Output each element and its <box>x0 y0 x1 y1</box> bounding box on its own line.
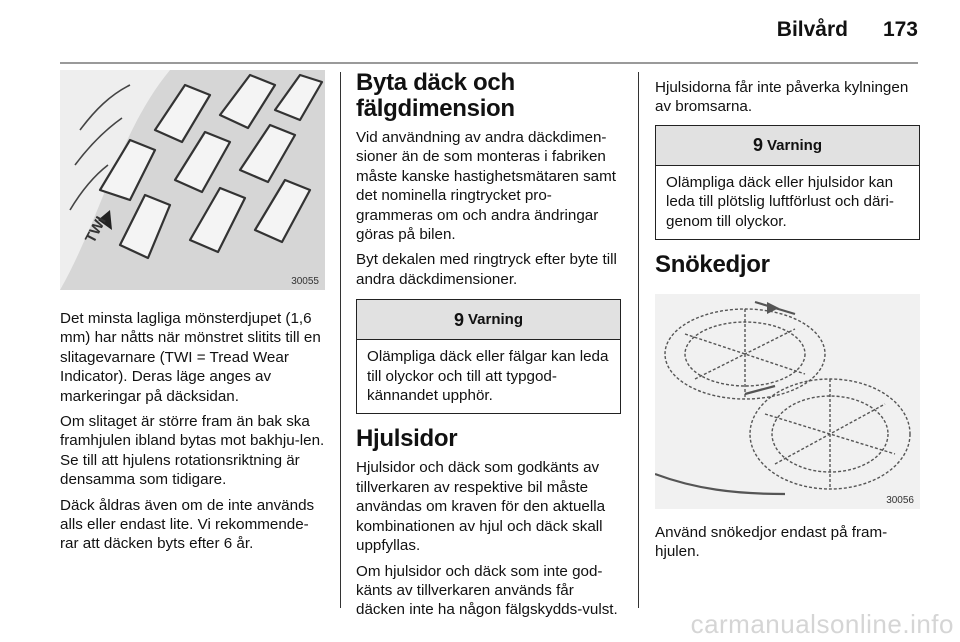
paragraph: Använd snökedjor endast på fram-hjulen. <box>655 524 888 561</box>
snow-chain-figure <box>655 294 920 509</box>
section-title: Bilvård <box>776 18 848 41</box>
column-3 <box>655 70 920 568</box>
page-number: 173 <box>882 18 918 41</box>
watermark: carmanualsonline.info <box>690 609 954 639</box>
warning-header <box>656 126 919 166</box>
paragraph: Däck åldras även om de inte används alls eller endast lite. Vi rekommende-rar att däcken byts efter 6 år. <box>60 496 315 553</box>
section-heading: Snökedjor <box>655 251 770 279</box>
paragraph: Om hjulsidor och däck som inte god-känts av tillverkaren används får däcken inte ha någon fälgskydds-vulst. <box>356 562 618 619</box>
header-rule <box>60 62 918 64</box>
warning-text: Olämpliga däck eller fälgar kan leda till olyckor och till att typgod-kännandet upphör. <box>367 348 609 405</box>
warning-header <box>357 300 620 340</box>
warning-title: Varning <box>468 311 524 329</box>
column-2 <box>356 70 621 626</box>
warning-icon: 9 <box>752 135 763 156</box>
figure-number: 30055 <box>291 276 319 287</box>
section-heading: Byta däck och fälgdimension <box>356 69 515 122</box>
paragraph: Byt dekalen med ringtryck efter byte till andra däckdimensioner. <box>356 251 617 288</box>
paragraph: Vid användning av andra däckdimen-sioner än de som monteras i fabriken måste kanske hastighetsmätaren samt det nominella ringtrycket pro-grammeras om och andra ändringar göras på bilen. <box>356 129 616 244</box>
warning-text: Olämpliga däck eller hjulsidor kan leda till plötslig luftförlust och däri-genom till olyckor. <box>666 173 894 230</box>
body-text <box>60 309 325 554</box>
paragraph: Hjulsidorna får inte påverka kylningen av bromsarna. <box>655 79 909 116</box>
column-1 <box>60 70 325 560</box>
page-header <box>0 0 960 60</box>
twi-marking: TWI <box>82 213 110 246</box>
warning-box <box>356 299 621 414</box>
tire-tread-figure <box>60 70 325 290</box>
figure-number: 30056 <box>886 495 914 507</box>
section-heading: Hjulsidor <box>356 425 458 453</box>
column-divider <box>638 72 639 608</box>
snow-chain-illustration <box>655 294 920 509</box>
tire-tread-illustration <box>60 70 325 290</box>
column-divider <box>340 72 341 608</box>
warning-icon: 9 <box>453 309 464 330</box>
warning-box <box>655 125 920 240</box>
paragraph: Det minsta lagliga mönsterdjupet (1,6 mm) har nåtts när mönstret slitits till en slitagevarnare (TWI = Tread Wear Indicator). Deras läge anges av markeringar på däcksidan. <box>60 310 321 405</box>
paragraph: Hjulsidor och däck som godkänts av tillverkaren av respektive bil måste användas om kraven för den aktuella kombinationen av hjul och däck skall uppfyllas. <box>356 459 606 555</box>
warning-title: Varning <box>767 136 823 154</box>
paragraph: Om slitaget är större fram än bak ska framhjulen ibland bytas mot bakhju-len. Se till att hjulens rotationsriktning är densamma som tidigare. <box>60 413 325 489</box>
